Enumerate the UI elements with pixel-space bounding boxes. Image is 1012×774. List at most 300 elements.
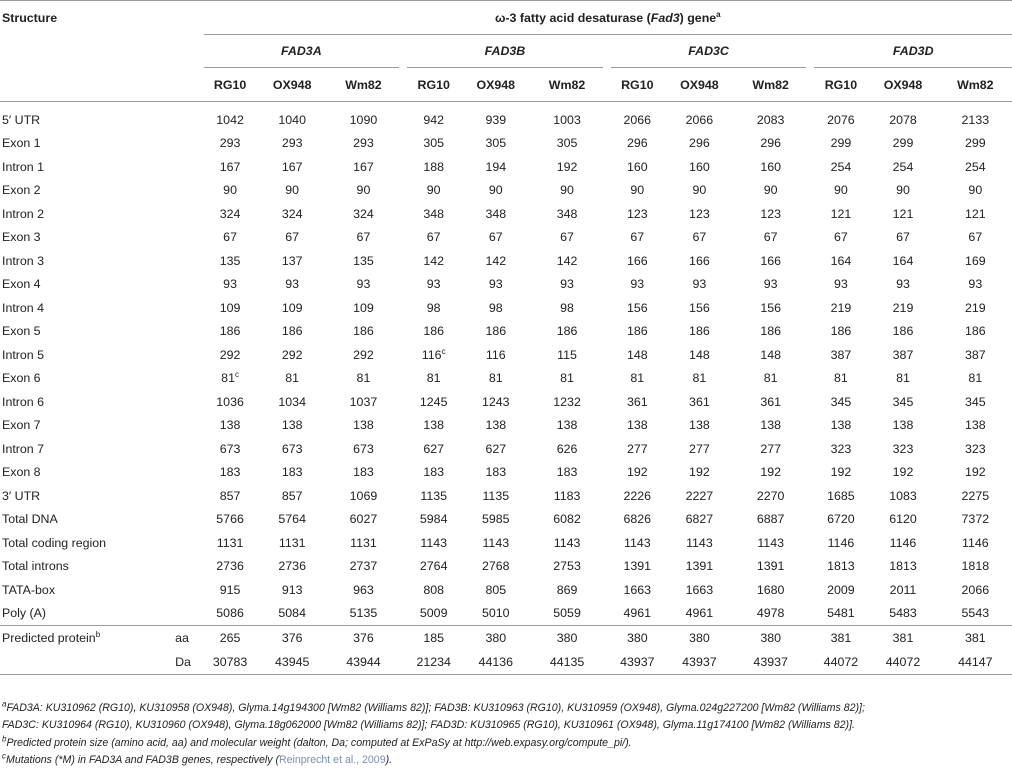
row-label: Exon 8 (2, 465, 41, 480)
table-row (0, 531, 1012, 555)
table-cell: 93 (356, 277, 371, 292)
table-cell: 192 (556, 159, 578, 174)
table-cell: 2009 (827, 582, 855, 597)
table-cell: 1131 (350, 535, 377, 550)
table-cell: 254 (830, 159, 852, 174)
table-cell: 348 (485, 206, 507, 221)
table-cell: 138 (423, 418, 445, 433)
table-cell: 1042 (216, 112, 244, 127)
table-cell: 6827 (685, 512, 714, 527)
table-cell: 219 (830, 300, 852, 315)
table-cell: 192 (689, 465, 710, 480)
table-cell: 296 (626, 136, 648, 151)
table-cell: 5985 (482, 512, 510, 527)
table-cell: 277 (626, 441, 648, 456)
table-cell: 361 (689, 394, 710, 409)
table-cell: 1131 (278, 535, 306, 550)
table-cell: 1391 (756, 559, 785, 574)
table-cell: 186 (689, 324, 710, 339)
table-cell: 4978 (756, 606, 785, 621)
table-cell: 292 (219, 347, 241, 362)
table-cell: 1663 (685, 582, 714, 597)
table-cell: 857 (281, 488, 303, 503)
table-cell: 90 (763, 183, 778, 198)
group-header-fad3d: FAD3D (814, 35, 1012, 68)
table-cell: 43937 (611, 650, 664, 675)
table-cell: 299 (964, 136, 986, 151)
table-cell: 81 (896, 371, 910, 386)
table-cell: 915 (219, 582, 241, 597)
table-cell: 2076 (827, 112, 855, 127)
table-cell: 67 (560, 230, 574, 245)
table-row (0, 602, 1012, 626)
row-label: Intron 6 (2, 394, 45, 409)
table-row-predicted-protein (0, 626, 1012, 651)
table-cell: 324 (219, 206, 241, 221)
table-cell: 5086 (216, 606, 244, 621)
table-row (0, 273, 1012, 297)
table-cell: 348 (423, 206, 445, 221)
table-cell: 166 (626, 253, 648, 268)
table-cell: 381 (939, 626, 1012, 651)
row-label: Exon 1 (2, 136, 41, 151)
table-cell: 5010 (482, 606, 510, 621)
table-cell: 186 (556, 324, 578, 339)
table-cell: 186 (281, 324, 303, 339)
header-row-cultivars (0, 68, 1012, 102)
cultivar-header-wm82: Wm82 (939, 68, 1012, 102)
table-cell: 1131 (216, 535, 244, 550)
table-cell: 323 (830, 441, 852, 456)
table-cell: 166 (760, 253, 781, 268)
table-cell: 323 (892, 441, 914, 456)
table-cell: 138 (892, 418, 914, 433)
row-label: Total coding region (2, 535, 107, 550)
table-cell: 81 (356, 371, 371, 386)
table-cell: 219 (892, 300, 914, 315)
table-cell: 380 (531, 626, 602, 651)
table-cell: 265 (204, 626, 257, 651)
table-row (0, 508, 1012, 532)
table-cell: 183 (353, 465, 374, 480)
table-cell: 1813 (827, 559, 855, 574)
cultivar-header-rg10: RG10 (611, 68, 664, 102)
table-cell: 44136 (460, 650, 531, 675)
table-cell: 192 (626, 465, 648, 480)
row-label: Intron 7 (2, 441, 45, 456)
table-row (0, 249, 1012, 273)
table-cell: 1146 (827, 535, 855, 550)
table-cell: 81 (692, 371, 707, 386)
table-cell: 67 (896, 230, 910, 245)
table-cell: 2275 (961, 488, 990, 503)
table-cell: 345 (964, 394, 986, 409)
table-cell: 293 (353, 136, 374, 151)
table-cell: 5059 (553, 606, 581, 621)
table-row-predicted-protein (0, 650, 1012, 675)
table-cell: 296 (689, 136, 710, 151)
table-row (0, 296, 1012, 320)
table-cell: 380 (664, 626, 735, 651)
table-cell: 167 (219, 159, 241, 174)
table-cell: 142 (423, 253, 445, 268)
row-label: TATA-box (2, 582, 56, 597)
table-cell: 148 (626, 347, 648, 362)
table-cell: 380 (611, 626, 664, 651)
table-cell: 2011 (889, 582, 917, 597)
table-row (0, 461, 1012, 485)
table-cell: 2083 (756, 112, 785, 127)
table-cell: 380 (460, 626, 531, 651)
table-cell: 2737 (349, 559, 378, 574)
table-cell: 1143 (482, 535, 510, 550)
table-cell: 1146 (889, 535, 917, 550)
table-cell: 188 (423, 159, 445, 174)
table-cell: 67 (834, 230, 848, 245)
table-cell: 93 (630, 277, 645, 292)
table-cell: 324 (353, 206, 374, 221)
row-label: 5′ UTR (2, 112, 41, 127)
table-cell: 138 (689, 418, 710, 433)
table-cell: 305 (556, 136, 578, 151)
table-row (0, 414, 1012, 438)
group-header-fad3b: FAD3B (407, 35, 602, 68)
row-label: Exon 7 (2, 418, 41, 433)
table-cell: 323 (964, 441, 986, 456)
table-row (0, 555, 1012, 579)
table-row (0, 132, 1012, 156)
table-cell: 138 (281, 418, 303, 433)
table-cell: 2226 (623, 488, 652, 503)
gene-title: ω-3 fatty acid desaturase (Fad3) gene$^a$ (204, 1, 1012, 35)
table-cell: 138 (760, 418, 781, 433)
table-cell: 380 (735, 626, 806, 651)
table-cell: 292 (281, 347, 303, 362)
table-cell: 4961 (685, 606, 714, 621)
table-cell: 1135 (420, 488, 448, 503)
row-label: Total introns (2, 559, 69, 574)
table-cell: 148 (689, 347, 710, 362)
table-cell: 1143 (757, 535, 784, 550)
table-cell: 387 (964, 347, 986, 362)
table-cell: 121 (892, 206, 914, 221)
table-cell: 160 (760, 159, 781, 174)
table-cell: 98 (488, 300, 503, 315)
table-cell: 5135 (349, 606, 378, 621)
table-cell: 90 (968, 183, 983, 198)
cultivar-header-rg10: RG10 (407, 68, 460, 102)
table-cell: 81 (630, 371, 645, 386)
table-cell: 293 (281, 136, 303, 151)
footnote-a-continued: FAD3C: KU310964 (RG10), KU310960 (OX948), Glyma.18g062000 [Wm82 (Williams 82)]; FAD3D: KU310965 (RG10), KU310961 (OX948), Glyma.11g174100 [Wm82 (Williams 82)]. (2, 719, 855, 732)
table-cell: 1143 (686, 535, 713, 550)
cultivar-header-rg10: RG10 (814, 68, 867, 102)
table-cell: 299 (892, 136, 914, 151)
table-row (0, 102, 1012, 132)
row-label: Poly (A) (2, 606, 47, 621)
table-cell: 4961 (623, 606, 652, 621)
row-label: Intron 1 (2, 159, 45, 174)
cultivar-header-ox948: OX948 (867, 68, 938, 102)
table-cell: 90 (630, 183, 645, 198)
table-cell: 156 (626, 300, 648, 315)
table-cell: 361 (626, 394, 648, 409)
table-cell: 296 (760, 136, 781, 151)
table-cell: 186 (485, 324, 507, 339)
row-label: Intron 4 (2, 300, 45, 315)
footnote-b: $^b$Predicted protein size (amino acid, aa) and molecular weight (dalton, Da; computed at ExPaSy at http://web.expasy.org/compute_pi/). (2, 734, 632, 749)
table-cell: 81 (488, 371, 503, 386)
table-cell: 192 (830, 465, 852, 480)
table-cell: 2133 (961, 112, 990, 127)
table-row (0, 437, 1012, 461)
table-cell: 138 (964, 418, 986, 433)
table-cell: 2270 (756, 488, 785, 503)
table-cell: 387 (830, 347, 852, 362)
cultivar-header-ox948: OX948 (664, 68, 735, 102)
table-cell: 345 (830, 394, 852, 409)
table-cell: 219 (964, 300, 986, 315)
table-cell: 169 (964, 253, 986, 268)
row-label: Exon 6 (2, 371, 41, 386)
table-cell: 43945 (257, 650, 328, 675)
table-cell: 1813 (889, 559, 917, 574)
table-cell: 913 (281, 582, 303, 597)
table-cell: 1069 (349, 488, 378, 503)
table-cell: 673 (281, 441, 303, 456)
table-cell: 192 (760, 465, 781, 480)
row-label (0, 650, 175, 675)
table-cell: 6887 (756, 512, 785, 527)
table-cell: 7372 (961, 512, 990, 527)
table-cell: 186 (353, 324, 374, 339)
table-cell: 44072 (867, 650, 938, 675)
table-cell: 21234 (407, 650, 460, 675)
row-label: Total DNA (2, 512, 58, 527)
table-row (0, 484, 1012, 508)
table-cell: 1143 (623, 535, 651, 550)
table-cell: 90 (834, 183, 848, 198)
table-cell: 6720 (827, 512, 855, 527)
table-cell: 186 (423, 324, 445, 339)
table-cell: 6027 (349, 512, 378, 527)
table-cell: 673 (219, 441, 241, 456)
table-cell: 142 (556, 253, 578, 268)
table-cell: 186 (219, 324, 241, 339)
table-cell: 1143 (553, 535, 581, 550)
table-cell: 67 (356, 230, 371, 245)
table-cell: 857 (219, 488, 241, 503)
table-row (0, 226, 1012, 250)
table-cell: 115 (557, 347, 577, 362)
table-cell: 142 (485, 253, 507, 268)
table-cell: 805 (485, 582, 507, 597)
table-cell: 121 (830, 206, 852, 221)
structure-header: Structure (0, 1, 175, 35)
table-cell: 67 (285, 230, 300, 245)
table-cell: 5984 (419, 512, 448, 527)
table-cell: 138 (353, 418, 374, 433)
table-cell: 1232 (553, 394, 581, 409)
table-cell: 167 (353, 159, 374, 174)
table-cell: 192 (892, 465, 914, 480)
table-cell: 93 (426, 277, 441, 292)
row-label: Exon 2 (2, 183, 41, 198)
table-cell: 30783 (204, 650, 257, 675)
row-label: Exon 3 (2, 230, 41, 245)
row-label: Exon 4 (2, 277, 41, 292)
table-cell: 305 (485, 136, 507, 151)
table-cell: 1245 (419, 394, 448, 409)
table-cell: 67 (223, 230, 237, 245)
table-cell: 156 (689, 300, 710, 315)
unit-label: Da (175, 650, 204, 675)
table-cell: 1183 (553, 488, 581, 503)
table-cell: 277 (689, 441, 710, 456)
table-cell: 1391 (685, 559, 714, 574)
table-cell: 93 (223, 277, 237, 292)
table-cell: 186 (892, 324, 914, 339)
table-cell: 627 (423, 441, 445, 456)
table-cell: 93 (834, 277, 848, 292)
cultivar-header-wm82: Wm82 (735, 68, 806, 102)
table-cell: 324 (281, 206, 303, 221)
table-cell: 2066 (961, 582, 990, 597)
table-cell: 44135 (531, 650, 602, 675)
cultivar-header-wm82: Wm82 (328, 68, 399, 102)
table-cell: 123 (760, 206, 781, 221)
table-cell: 44147 (939, 650, 1012, 675)
table-row (0, 390, 1012, 414)
cultivar-header-ox948: OX948 (460, 68, 531, 102)
table-cell: 2768 (482, 559, 510, 574)
reference-link[interactable]: Reinprecht et al., 2009 (279, 754, 386, 767)
row-label: Intron 5 (2, 347, 45, 362)
table-cell: 299 (830, 136, 852, 151)
header-row-title (0, 1, 1012, 35)
table-cell: 186 (964, 324, 986, 339)
table-cell: 192 (964, 465, 986, 480)
table-cell: 183 (423, 465, 445, 480)
group-header-fad3c: FAD3C (611, 35, 806, 68)
table-row (0, 179, 1012, 203)
table-cell: 90 (426, 183, 441, 198)
table-cell: 1143 (420, 535, 448, 550)
table-cell: 81 (968, 371, 983, 386)
table-cell: 1243 (482, 394, 510, 409)
table-cell: 123 (626, 206, 648, 221)
table-cell: 43937 (664, 650, 735, 675)
table-cell: 109 (353, 300, 374, 315)
row-label: Exon 5 (2, 324, 41, 339)
table-cell: 137 (281, 253, 303, 268)
table-cell: 90 (488, 183, 503, 198)
table-cell: 44072 (814, 650, 867, 675)
table-cell: 121 (964, 206, 986, 221)
table-cell: 81 (763, 371, 778, 386)
table-cell: 1391 (623, 559, 652, 574)
table-cell: 942 (423, 112, 445, 127)
row-label: Intron 2 (2, 206, 45, 221)
table-cell: 5009 (419, 606, 448, 621)
table-cell: 345 (892, 394, 914, 409)
table-cell: 2736 (278, 559, 306, 574)
table-cell: 81 (426, 371, 441, 386)
table-cell: 254 (964, 159, 986, 174)
table-cell: 194 (485, 159, 507, 174)
table-cell: 93 (488, 277, 503, 292)
table-cell: 81 (834, 371, 848, 386)
table-cell: 2066 (623, 112, 652, 127)
table-cell: 183 (556, 465, 578, 480)
table-cell: 963 (353, 582, 374, 597)
table-cell: 67 (692, 230, 707, 245)
table-cell: 6826 (623, 512, 652, 527)
table-cell: 381 (867, 626, 938, 651)
table-cell: 186 (760, 324, 781, 339)
cultivar-header-wm82: Wm82 (531, 68, 602, 102)
table-cell: 361 (760, 394, 781, 409)
table-cell: 5543 (961, 606, 990, 621)
table-cell: 67 (630, 230, 645, 245)
unit-label: aa (175, 626, 204, 651)
table-cell: 109 (281, 300, 303, 315)
table-cell: 90 (896, 183, 910, 198)
table-cell: 381 (814, 626, 867, 651)
table-cell: 93 (560, 277, 574, 292)
table-row (0, 320, 1012, 344)
cultivar-header-ox948: OX948 (257, 68, 328, 102)
table-cell: 277 (760, 441, 781, 456)
table-cell: 1680 (756, 582, 785, 597)
table-cell: 90 (285, 183, 300, 198)
table-cell: 156 (760, 300, 781, 315)
table-cell: 673 (353, 441, 374, 456)
table-cell: 1090 (349, 112, 378, 127)
table-cell: 1083 (889, 488, 917, 503)
table-cell: 93 (763, 277, 778, 292)
table-cell: 93 (692, 277, 707, 292)
table-cell: 185 (407, 626, 460, 651)
table-cell: 90 (356, 183, 371, 198)
table-cell: 183 (485, 465, 507, 480)
footnotes (2, 700, 1010, 770)
table-cell: 109 (219, 300, 241, 315)
table-cell: 135 (219, 253, 241, 268)
table-cell: 1135 (482, 488, 510, 503)
table-cell: 1818 (961, 559, 990, 574)
table-cell: 160 (626, 159, 648, 174)
table-row (0, 578, 1012, 602)
footnote-a: $^a$FAD3A: KU310962 (RG10), KU310958 (OX948), Glyma.14g194300 [Wm82 (Williams 82)]; FAD3B: KU310963 (RG10), KU310959 (OX948), Glyma.024g227200 [Wm82 (Williams 82)]; (2, 699, 865, 714)
table-cell: 5766 (216, 512, 244, 527)
table-cell: 186 (626, 324, 648, 339)
table-cell: 183 (281, 465, 303, 480)
row-label: Predicted protein$^b$ (0, 626, 175, 651)
table-cell: 1685 (827, 488, 855, 503)
table-cell: 1663 (623, 582, 652, 597)
table-cell: 116 (485, 347, 506, 362)
table-row (0, 367, 1012, 391)
table-cell: 376 (257, 626, 328, 651)
table-cell: 98 (426, 300, 441, 315)
row-label: 3′ UTR (2, 488, 41, 503)
table-cell: 6120 (889, 512, 917, 527)
table-cell: 2753 (553, 559, 581, 574)
table-cell: 164 (830, 253, 852, 268)
table-cell: 93 (285, 277, 300, 292)
table-cell: 90 (560, 183, 574, 198)
